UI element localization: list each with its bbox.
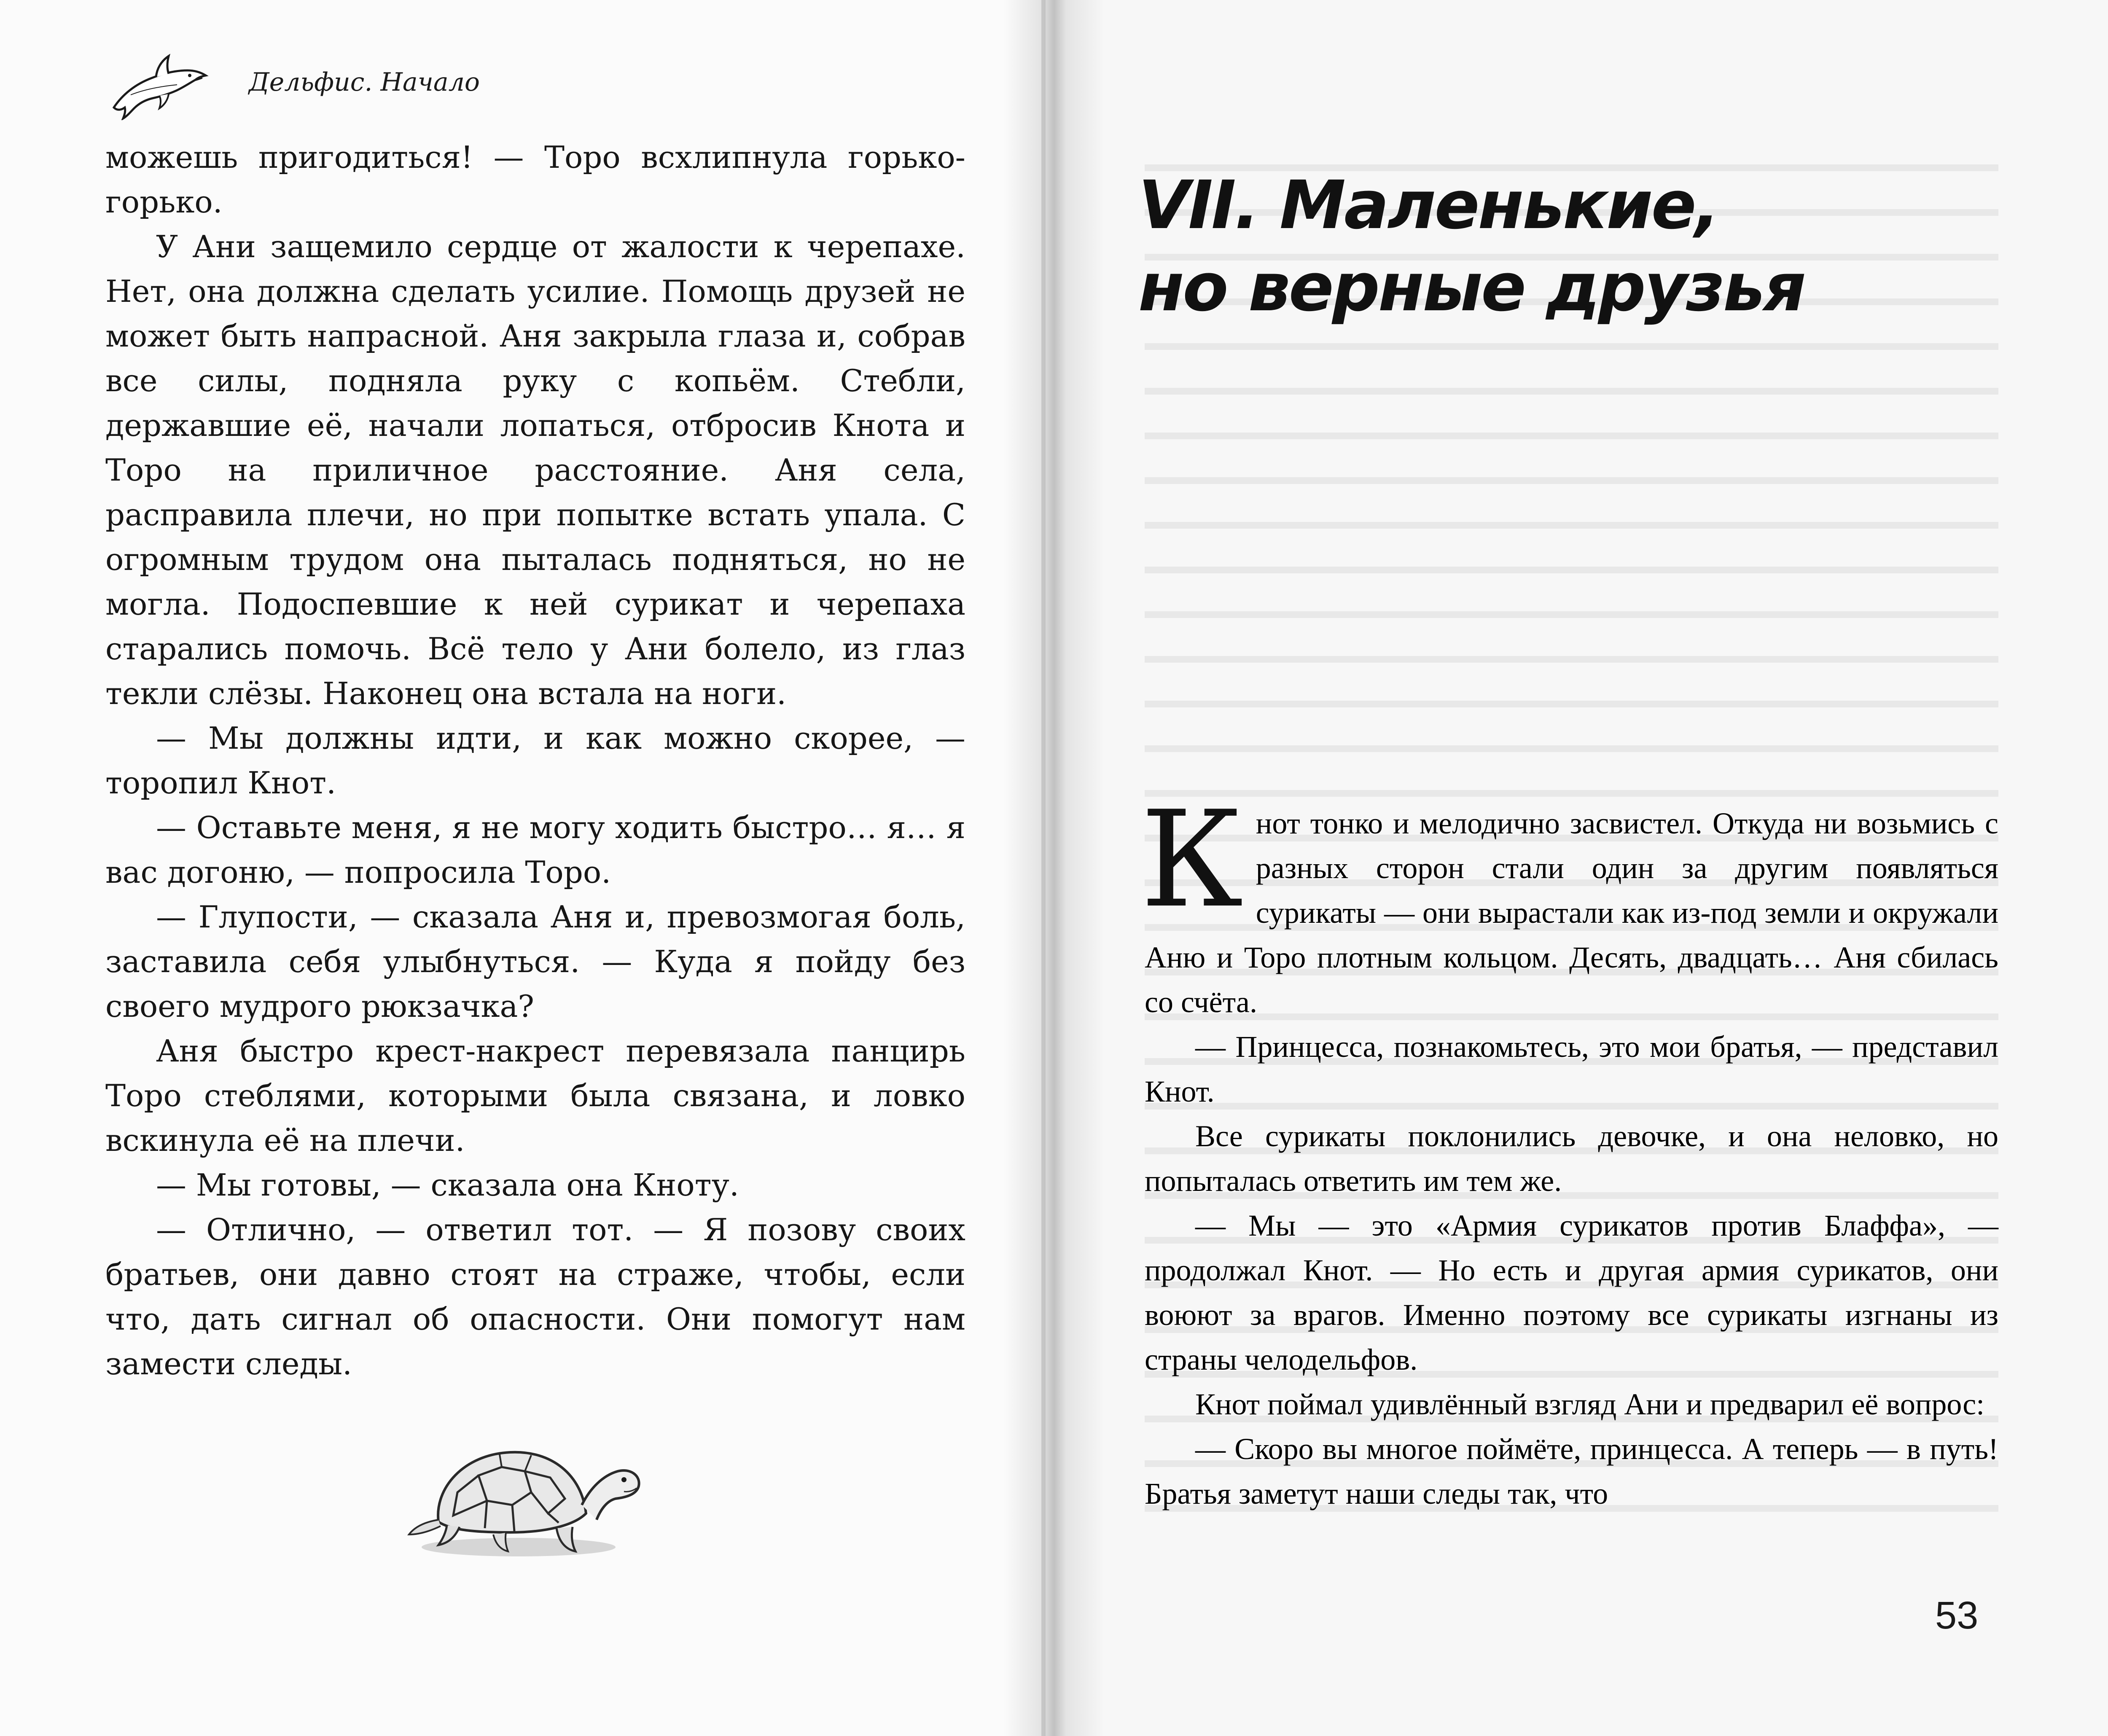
paragraph: — Мы должны идти, и как можно скорее, — торопил Кнот. bbox=[105, 720, 965, 801]
running-header bbox=[105, 34, 480, 131]
right-page-body bbox=[1140, 783, 1998, 1516]
paragraph bbox=[1140, 783, 1998, 1024]
running-header-title: Дельфис. Начало bbox=[249, 67, 480, 97]
chapter-title-line: VII. Маленькие, bbox=[1138, 167, 1718, 244]
chapter-title bbox=[1138, 164, 2024, 329]
paragraph: — Скоро вы многое поймёте, принцесса. А теперь — в путь! Братья заметут наши следы так, что bbox=[1145, 1432, 1998, 1510]
paragraph: — Принцесса, познакомьтесь, это мои братья, — представил Кнот. bbox=[1145, 1030, 1998, 1108]
paragraph: — Мы — это «Армия сурикатов против Блаффа», — продолжал Кнот. — Но есть и другая армия сурикатов, они воюют за врагов. Именно поэтому все сурикаты изгнаны из страны челодельфов. bbox=[1145, 1209, 1998, 1376]
drop-cap: К bbox=[1140, 783, 1243, 937]
paragraph: — Мы готовы, — сказала она Кноту. bbox=[156, 1167, 739, 1203]
paragraph: — Глупости, — сказала Аня и, превозмогая боль, заставила себя улыбнуться. — Куда я пойду без своего мудрого рюкзачка? bbox=[105, 899, 965, 1024]
dolphin-icon bbox=[105, 44, 211, 120]
paragraph: Кнот поймал удивлённый взгляд Ани и предварил её вопрос: bbox=[1195, 1387, 1985, 1421]
page-number: 53 bbox=[1935, 1594, 1979, 1637]
chapter-title-line: но верные друзья bbox=[1138, 249, 1805, 326]
paragraph: — Оставьте меня, я не могу ходить быстро… я… я вас догоню, — попросила Торо. bbox=[105, 810, 965, 890]
paragraph: Все сурикаты поклонились девочке, и она неловко, но попыталась ответить им тем же. bbox=[1145, 1119, 1998, 1198]
left-page-body bbox=[105, 135, 965, 1386]
paragraph: У Ани защемило сердце от жалости к черепахе. Нет, она должна сделать усилие. Помощь друзей не может быть напрасной. Аня закрыла глаза и, собрав все силы, подняла руку с копьём. Стебли, державшие её, начали лопаться, отбросив Кнота и Торо на приличное расстояние. Аня села, расправила плечи, но при попытке встать упала. С огромным трудом она пыталась подняться, но не могла. Подоспевшие к ней сурикат и черепаха старались помочь. Всё тело у Ани болело, из глаз текли слёзы. Наконец она встала на ноги. bbox=[105, 229, 965, 711]
paragraph: — Отлично, — ответил тот. — Я позову своих братьев, они давно стоят на страже, чтобы, если что, дать сигнал об опасности. Они помогут нам замести следы. bbox=[105, 1212, 965, 1381]
paragraph: Аня быстро крест-накрест перевязала панцирь Торо стеблями, которыми была связана, и ловко вскинула её на плечи. bbox=[105, 1033, 965, 1158]
left-page bbox=[0, 0, 1041, 1736]
paragraph: можешь пригодиться! — Торо всхлипнула горько-горько. bbox=[105, 140, 965, 220]
first-paragraph-text: нот тонко и мелодично засвистел. Откуда ни возьмись с разных сторон стали один за другим появляться сурикаты — они вырастали как из-под земли и окружали Аню и Торо плотным кольцом. Десять, двадцать… Аня сбилась со счёта. bbox=[1145, 806, 1998, 1019]
turtle-illustration bbox=[405, 1408, 649, 1568]
